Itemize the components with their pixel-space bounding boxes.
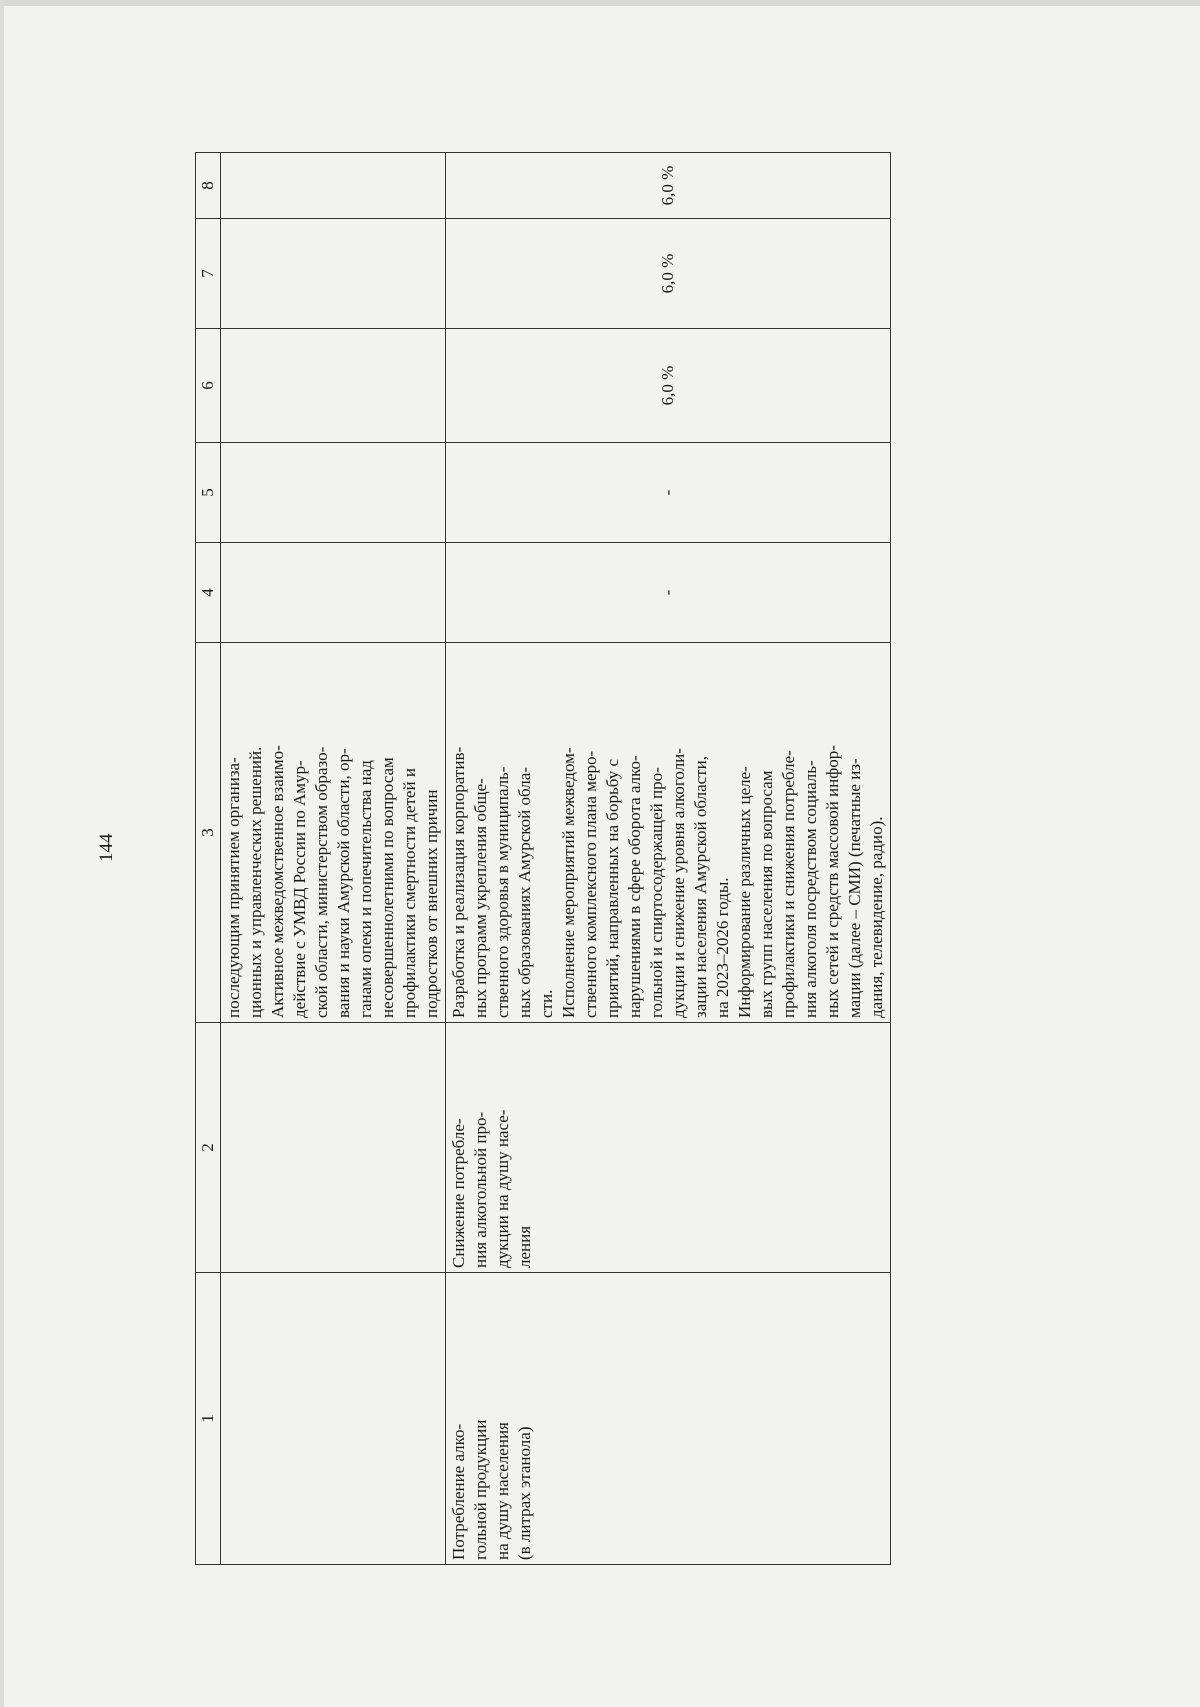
value-col-8: 6,0 % [446,153,891,219]
scan-edge [0,0,1200,6]
cell-empty [221,1023,446,1273]
page-number: 144 [96,833,117,862]
header-col-4: 4 [196,543,221,643]
cell-empty [221,443,446,543]
indicator-name-cell: Потребление алко- гольной продукции на душу населения (в литрах этанола) [446,1273,891,1565]
value-col-6: 6,0 % [446,329,891,443]
value-col-7: 6,0 % [446,219,891,329]
header-col-2: 2 [196,1023,221,1273]
header-col-5: 5 [196,443,221,543]
cell-empty [221,153,446,219]
table-row [446,153,891,1565]
cell-empty [221,329,446,443]
cell-empty [221,1273,446,1565]
header-col-7: 7 [196,219,221,329]
indicators-table [195,152,891,1565]
cell-empty [221,543,446,643]
rotated-table-wrapper [195,153,1022,1565]
header-col-1: 1 [196,1273,221,1565]
header-col-3: 3 [196,643,221,1023]
value-col-4: - [446,543,891,643]
measures-cell: Разработка и реализация корпоратив- ных программ укрепления обще- ственного здоровья в муниципаль- ных образованиях Амурской обла- сти. Исполнение мероприятий межведом- ственного комплексного плана меро- приятий, направленных на борьбу с нарушениями в сфере оборота алко- гольной и спиртосодержащей про- дукции и снижение уровня алкоголи- зации населения Амурской области, на 2023–2026 годы. Информирование различных целе- вых групп населения по вопросам профилактики и снижения потребле- ния алкоголя посредством социаль- ных сетей и средств массовой инфор- мации (далее – СМИ) (печатные из- дания, телевидение, радио). [446,643,891,1023]
table-row [221,153,446,1565]
scan-edge-left [0,0,4,1707]
measures-cell: последующим принятием организа- ционных и управленческих решений. Активное межведомственное взаимо- действие с УМВД России по Амур- ской области, министерством образо- вания и науки Амурской области, ор- ганами опеки и попечительства над несовершеннолетними по вопросам профилактики смертности детей и подростков от внешних причин [221,643,446,1023]
cell-empty [221,219,446,329]
header-col-8: 8 [196,153,221,219]
value-col-5: - [446,443,891,543]
goal-cell: Снижение потребле- ния алкогольной про- дукции на душу насе- ления [446,1023,891,1273]
header-row [196,153,221,1565]
header-col-6: 6 [196,329,221,443]
